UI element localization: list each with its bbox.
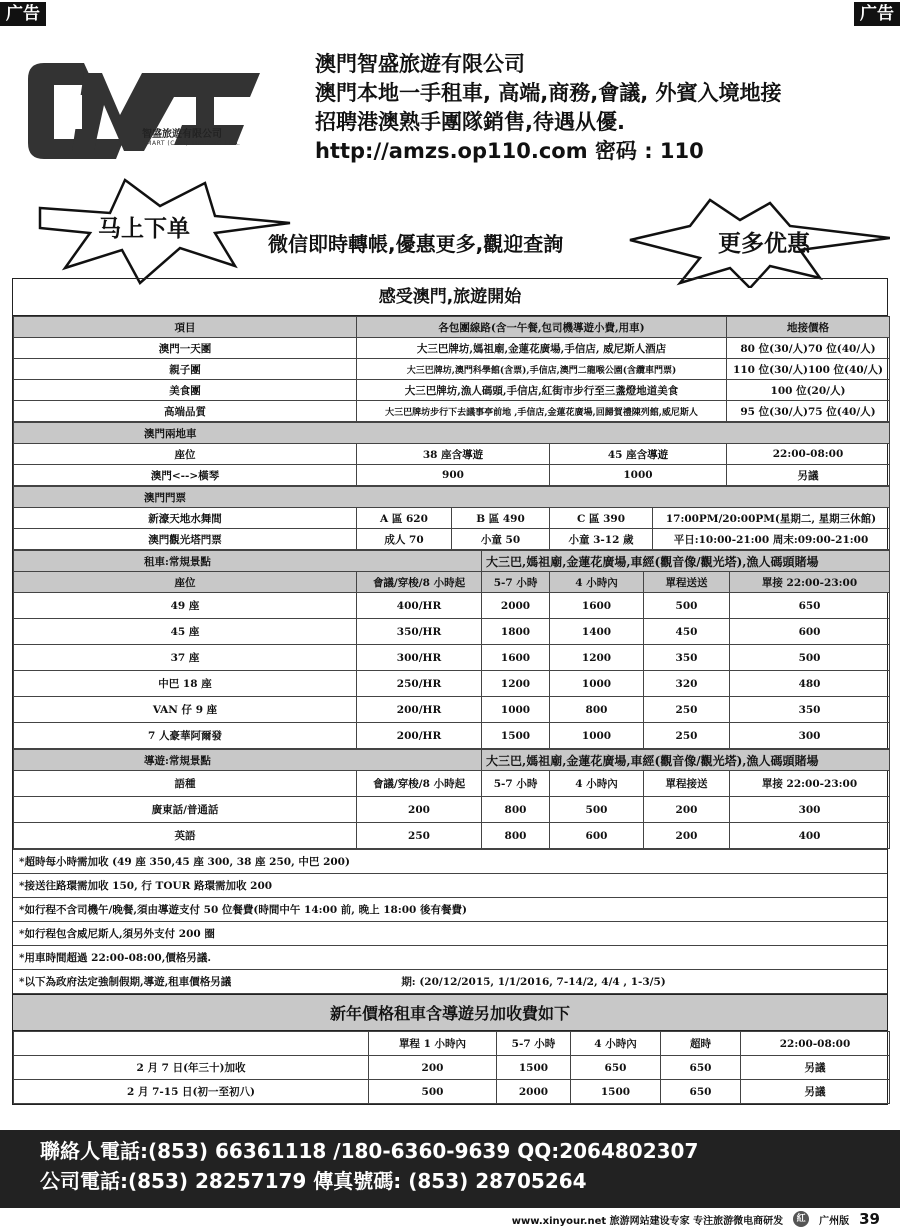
table-cell: 1500 — [497, 1056, 571, 1080]
table-cell: 300 — [730, 797, 890, 823]
table-cell: 7 人豪華阿爾發 — [14, 723, 357, 749]
section-spots: 大三巴,媽祖廟,金蓮花廣場,車經(觀音像/觀光塔),漁人碼頭賭場 — [482, 750, 890, 771]
section-row — [14, 487, 890, 508]
table-cell: 500 — [730, 645, 890, 671]
table-cell: 49 座 — [14, 593, 357, 619]
note-row — [13, 874, 887, 898]
table-cell: 250/HR — [357, 671, 482, 697]
table-cell: 500 — [550, 797, 644, 823]
table-cell: 900 — [357, 465, 550, 486]
header-cell: 會議/穿梭/8 小時起 — [357, 771, 482, 797]
header-cell — [14, 1032, 369, 1056]
table-cell: 平日:10:00-21:00 周末:09:00-21:00 — [653, 529, 890, 550]
bottom-line — [512, 1210, 880, 1228]
table-cell: 中巴 18 座 — [14, 671, 357, 697]
header-cell: 4 小時內 — [550, 771, 644, 797]
table-row — [14, 797, 890, 823]
table-cell: 45 座含導遊 — [550, 444, 727, 465]
logo-cn-name: 智盛旅遊有限公司 — [142, 129, 222, 140]
section-title: 澳門兩地車 — [14, 423, 890, 444]
holiday-dates: 期: (20/12/2015, 1/1/2016, 7-14/2, 4/4 , 1-3/5) — [401, 976, 666, 988]
table-cell: 110 位(30/人)100 位(40/人) — [727, 359, 890, 380]
two-way-table — [13, 422, 890, 486]
table-cell: 38 座含導遊 — [357, 444, 550, 465]
table-cell: 另議 — [741, 1056, 890, 1080]
section-row — [14, 551, 890, 572]
table-cell: 1500 — [571, 1080, 661, 1104]
table-cell: 小童 50 — [452, 529, 550, 550]
header-cell: 22:00-08:00 — [741, 1032, 890, 1056]
table-cell: 1000 — [550, 465, 727, 486]
table-cell: 大三巴牌坊,澳門科學館(含票),手信店,澳門二龍喉公園(含纜車門票) — [357, 359, 727, 380]
header-cell: 項目 — [14, 317, 357, 338]
table-cell: 480 — [730, 671, 890, 697]
table-cell: 80 位(30/人)70 位(40/人) — [727, 338, 890, 359]
company-website[interactable]: http://amzs.op110.com 密码 : 110 — [315, 139, 704, 163]
header-cell: 4 小時內 — [550, 572, 644, 593]
table-cell: 600 — [550, 823, 644, 849]
edition-badge-icon: 紅 — [793, 1211, 809, 1227]
site-credit[interactable]: www.xinyour.net 旅游网站建设专家 专注旅游微电商研发 — [511, 1215, 784, 1227]
table-cell: 200 — [357, 797, 482, 823]
header-cell: 5-7 小時 — [497, 1032, 571, 1056]
ad-tag-right: 广告 — [854, 2, 900, 26]
table-cell: 400 — [730, 823, 890, 849]
table-cell: 澳門觀光塔門票 — [14, 529, 357, 550]
table-cell: 澳門一天團 — [14, 338, 357, 359]
table-cell: 650 — [661, 1056, 741, 1080]
more-discount-label[interactable]: 更多优惠 — [718, 231, 810, 257]
company-phone: 公司電話:(853) 28257179 傳真號碼: (853) 28705264 — [40, 1169, 587, 1193]
table-row — [14, 1056, 890, 1080]
promo-text: 微信即時轉帳,優惠更多,觀迎查詢 — [268, 232, 564, 256]
table-cell: 1600 — [550, 593, 644, 619]
contact-footer — [0, 1130, 900, 1208]
header-cell: 超時 — [661, 1032, 741, 1056]
table-cell: 1000 — [482, 697, 550, 723]
table-cell: 250 — [644, 697, 730, 723]
edition-label: 广州版 — [819, 1215, 850, 1227]
company-logo — [24, 55, 264, 167]
table-cell: 800 — [482, 823, 550, 849]
table-row — [14, 645, 890, 671]
note-row — [13, 922, 887, 946]
table-cell: 大三巴牌坊,媽祖廟,金蓮花廣場,手信店, 威尼斯人酒店 — [357, 338, 727, 359]
table-cell: 800 — [550, 697, 644, 723]
section-row — [14, 750, 890, 771]
table-cell: 500 — [369, 1080, 497, 1104]
table-cell: 1500 — [482, 723, 550, 749]
note-row — [13, 898, 887, 922]
section-row — [14, 423, 890, 444]
newyear-header-row — [14, 1032, 890, 1056]
notes-table — [13, 849, 887, 994]
section-title: 導遊:常規景點 — [14, 750, 482, 771]
table-row — [14, 697, 890, 723]
guide-table — [13, 749, 890, 849]
header-cell: 單程接送 — [644, 771, 730, 797]
table-cell: 200/HR — [357, 723, 482, 749]
table-cell: 英語 — [14, 823, 357, 849]
contact-phone: 聯絡人電話:(853) 66361118 /180-6360-9639 QQ:2064802307 — [40, 1139, 699, 1163]
newyear-title: 新年價格租車含導遊另加收費如下 — [13, 994, 887, 1031]
table-row — [14, 723, 890, 749]
table-cell: 100 位(20/人) — [727, 380, 890, 401]
tickets-table — [13, 486, 890, 550]
note-text: *超時每小時需加收 (49 座 350,45 座 300, 38 座 250, 中巴 200) — [13, 850, 887, 874]
table-row — [14, 671, 890, 697]
table-cell: 600 — [730, 619, 890, 645]
table-cell: 美食團 — [14, 380, 357, 401]
table-cell: 1200 — [482, 671, 550, 697]
table-row — [14, 465, 890, 486]
table-cell: 2 月 7-15 日(初一至初八) — [14, 1080, 369, 1104]
table-cell: 廣東話/普通話 — [14, 797, 357, 823]
table-cell: C 區 390 — [550, 508, 653, 529]
note-text: *接送往路環需加收 150, 行 TOUR 路環需加收 200 — [13, 874, 887, 898]
table-row — [14, 359, 890, 380]
section-title: 澳門門票 — [14, 487, 890, 508]
note-text: *如行程包含威尼斯人,須另外支付 200 圈 — [13, 922, 887, 946]
table-cell: 350 — [730, 697, 890, 723]
table-cell: 新濠天地水舞間 — [14, 508, 357, 529]
price-sheet — [12, 278, 888, 1105]
table-cell: 1000 — [550, 723, 644, 749]
table-cell: 1400 — [550, 619, 644, 645]
table-cell: 1600 — [482, 645, 550, 671]
page-number: 39 — [859, 1210, 880, 1228]
table-cell: 650 — [730, 593, 890, 619]
header-cell: 座位 — [14, 572, 357, 593]
table-cell: VAN 仔 9 座 — [14, 697, 357, 723]
table-cell: 澳門<-->橫琴 — [14, 465, 357, 486]
header-cell: 4 小時內 — [571, 1032, 661, 1056]
header-cell: 單接 22:00-23:00 — [730, 572, 890, 593]
table-cell: 200/HR — [357, 697, 482, 723]
table-row — [14, 823, 890, 849]
order-now-label[interactable]: 马上下单 — [98, 216, 190, 242]
table-cell: 200 — [644, 823, 730, 849]
table-cell: 450 — [644, 619, 730, 645]
table-cell: 650 — [661, 1080, 741, 1104]
note-row — [13, 970, 887, 994]
header-cell: 會議/穿梭/8 小時起 — [357, 572, 482, 593]
table-cell: 高端品質 — [14, 401, 357, 422]
table-row — [14, 619, 890, 645]
note-text: *用車時間超過 22:00-08:00,價格另議. — [13, 946, 887, 970]
ad-tag-left: 广告 — [0, 2, 46, 26]
table-row — [14, 338, 890, 359]
header-cell: 5-7 小時 — [482, 771, 550, 797]
table-cell: 22:00-08:00 — [727, 444, 890, 465]
company-name: 澳門智盛旅遊有限公司 — [315, 52, 525, 76]
table-cell: 250 — [644, 723, 730, 749]
table-cell: 17:00PM/20:00PM(星期二, 星期三休館) — [653, 508, 890, 529]
table-cell: 250 — [357, 823, 482, 849]
table-row — [14, 444, 890, 465]
table-cell: 成人 70 — [357, 529, 452, 550]
table-cell: 200 — [369, 1056, 497, 1080]
table-cell: 親子團 — [14, 359, 357, 380]
company-recruit: 招聘港澳熟手團隊銷售,待遇从優. — [315, 110, 625, 134]
table-cell: 1200 — [550, 645, 644, 671]
note-row — [13, 850, 887, 874]
note-text — [13, 970, 887, 994]
header-cell: 單程送送 — [644, 572, 730, 593]
table-cell: 2 月 7 日(年三十)加收 — [14, 1056, 369, 1080]
table-cell: 300/HR — [357, 645, 482, 671]
table-cell: 500 — [644, 593, 730, 619]
table-cell: 95 位(30/人)75 位(40/人) — [727, 401, 890, 422]
table-cell: 座位 — [14, 444, 357, 465]
tour-table — [13, 316, 890, 422]
newyear-table — [13, 1031, 890, 1104]
table-row — [14, 529, 890, 550]
car-header-row — [14, 572, 890, 593]
table-cell: 另議 — [741, 1080, 890, 1104]
table-cell: 大三巴牌坊步行下去議事亭前地 ,手信店,金蓮花廣場,回歸賀禮陳列館,威尼斯人 — [357, 401, 727, 422]
table-cell: A 區 620 — [357, 508, 452, 529]
car-rental-table — [13, 550, 890, 749]
table-cell: 2000 — [482, 593, 550, 619]
table-cell: B 區 490 — [452, 508, 550, 529]
header-cell: 單接 22:00-23:00 — [730, 771, 890, 797]
table-cell: 300 — [730, 723, 890, 749]
table-cell: 350/HR — [357, 619, 482, 645]
company-info — [315, 50, 885, 166]
table-row — [14, 380, 890, 401]
table-cell: 200 — [644, 797, 730, 823]
section-title: 租車:常規景點 — [14, 551, 482, 572]
note-row — [13, 946, 887, 970]
table-row — [14, 401, 890, 422]
logo-en-name: SMART (C&M) TURISMO LDA. — [142, 140, 241, 147]
table-cell: 大三巴牌坊,漁人碼頭,手信店,紅街市步行至三盞燈地道美食 — [357, 380, 727, 401]
section-spots: 大三巴,媽祖廟,金蓮花廣場,車經(觀音像/觀光塔),漁人碼頭賭場 — [482, 551, 890, 572]
sheet-title: 感受澳門,旅遊開始 — [13, 279, 887, 316]
guide-header-row — [14, 771, 890, 797]
header-cell: 語種 — [14, 771, 357, 797]
table-row — [14, 593, 890, 619]
table-cell: 37 座 — [14, 645, 357, 671]
header-cell: 地接價格 — [727, 317, 890, 338]
table-cell: 45 座 — [14, 619, 357, 645]
table-cell: 400/HR — [357, 593, 482, 619]
table-cell: 1800 — [482, 619, 550, 645]
table-cell: 2000 — [497, 1080, 571, 1104]
table-cell: 320 — [644, 671, 730, 697]
header-cell: 單程 1 小時內 — [369, 1032, 497, 1056]
table-cell: 350 — [644, 645, 730, 671]
table-cell: 650 — [571, 1056, 661, 1080]
table-cell: 小童 3-12 歲 — [550, 529, 653, 550]
table-cell: 另議 — [727, 465, 890, 486]
company-services: 澳門本地一手租車, 高端,商務,會議, 外賓入境地接 — [315, 81, 782, 105]
table-row — [14, 1080, 890, 1104]
table-row — [14, 508, 890, 529]
note-text: *如行程不含司機午/晚餐,須由導遊支付 50 位餐費(時間中午 14:00 前, 晚上 18:00 後有餐費) — [13, 898, 887, 922]
header-cell: 5-7 小時 — [482, 572, 550, 593]
header-cell: 各包團線路(含一午餐,包司機導遊小費,用車) — [357, 317, 727, 338]
holiday-note: *以下為政府法定強制假期,導遊,租車價格另議 — [19, 976, 232, 988]
table-cell: 800 — [482, 797, 550, 823]
tour-header-row — [14, 317, 890, 338]
table-cell: 1000 — [550, 671, 644, 697]
